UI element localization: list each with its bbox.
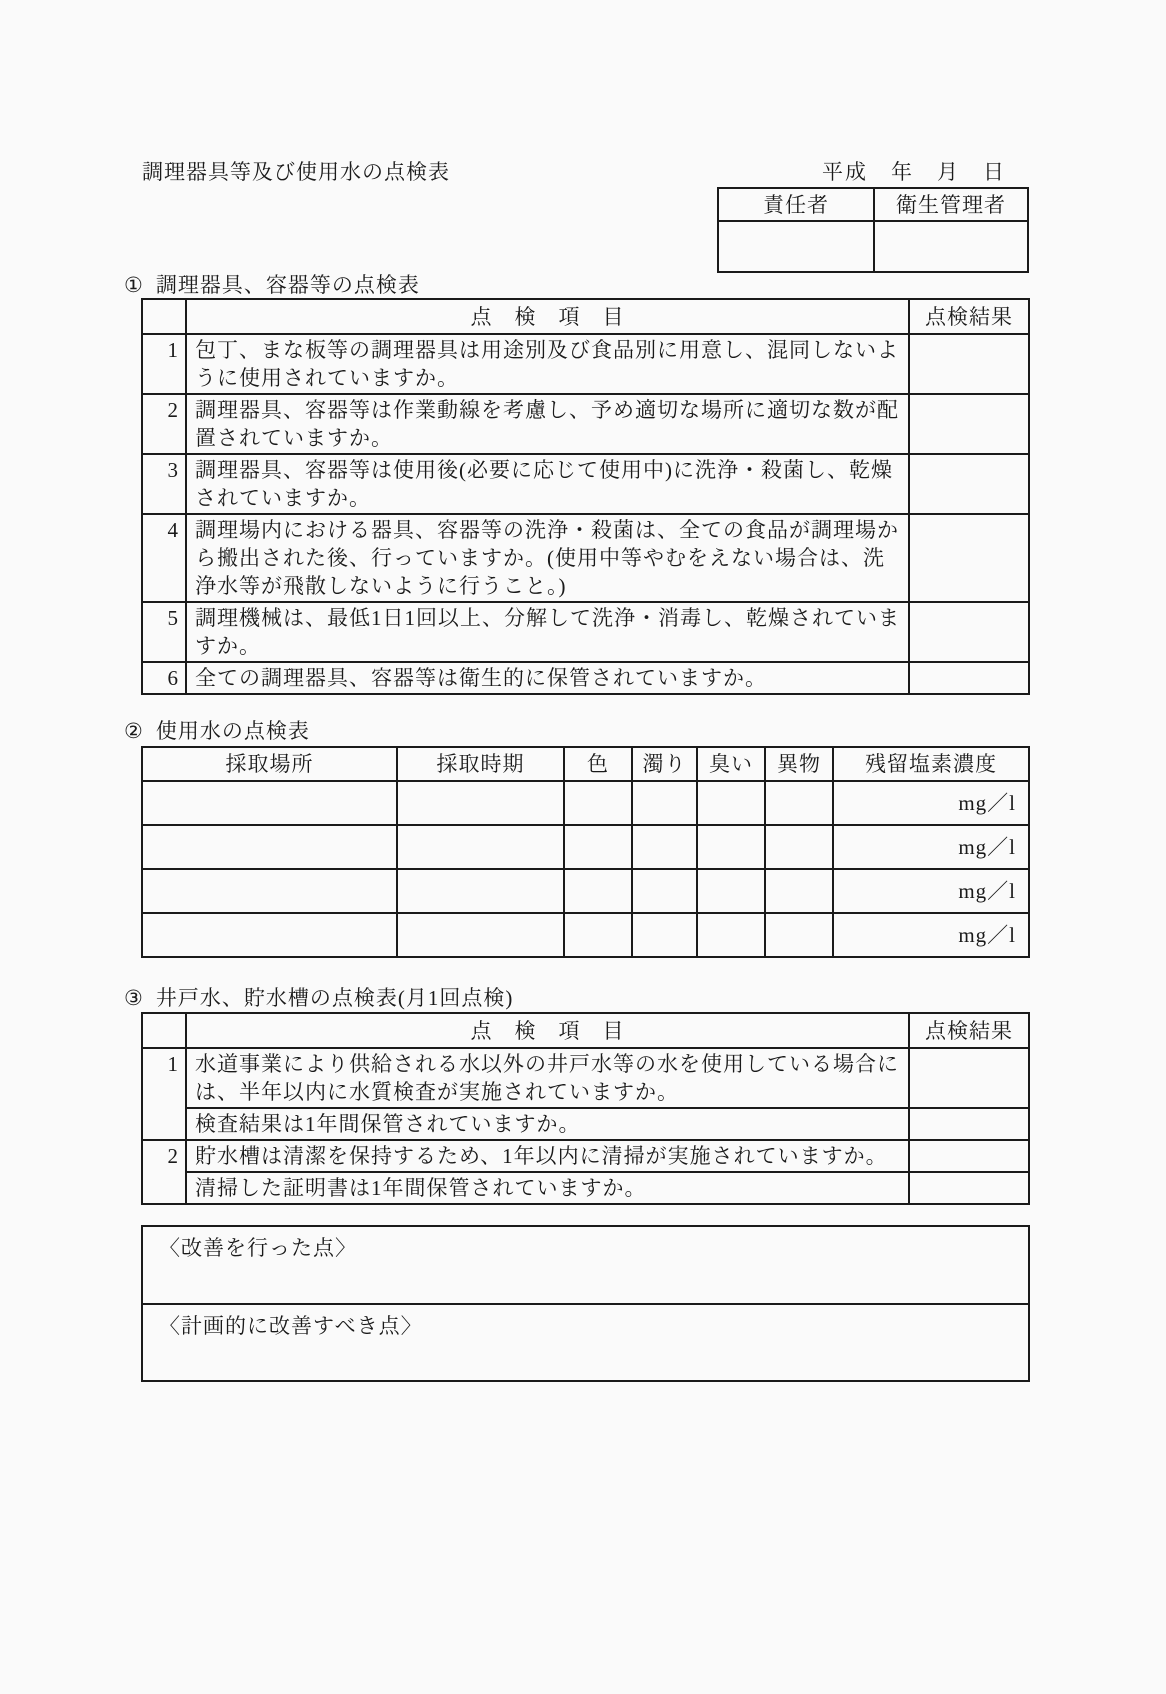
sampling-time-cell <box>397 913 564 957</box>
turbidity-cell <box>632 825 697 869</box>
turbidity-cell <box>632 869 697 913</box>
row-text: 水道事業により供給される水以外の井戸水等の水を使用している場合には、半年以内に水質検査が実施されていますか。 <box>186 1048 909 1108</box>
result-cell <box>909 1140 1029 1172</box>
sampling-place-cell <box>142 913 397 957</box>
water-col-sampling-time: 採取時期 <box>397 747 564 781</box>
foreign-matter-cell <box>765 913 833 957</box>
water-col-odor: 臭い <box>697 747 765 781</box>
improved-points-area <box>142 1226 1029 1304</box>
table-row <box>142 1108 1029 1140</box>
table-row <box>142 662 1029 694</box>
row-text: 検査結果は1年間保管されていますか。 <box>186 1108 909 1140</box>
color-cell <box>564 869 632 913</box>
section2-heading-text: 使用水の点検表 <box>155 719 310 743</box>
row-text: 調理場内における器具、容器等の洗浄・殺菌は、全ての食品が調理場から搬出された後、行っていますか。(使用中等やむをえない場合は、洗浄水等が飛散しないように行うこと。) <box>186 514 909 602</box>
approval-table <box>717 187 1029 273</box>
water-col-residual-chlorine: 残留塩素濃度 <box>833 747 1029 781</box>
water-col-foreign-matter: 異物 <box>765 747 833 781</box>
row-text: 調理器具、容器等は使用後(必要に応じて使用中)に洗浄・殺菌し、乾燥されていますか。 <box>186 454 909 514</box>
sampling-time-cell <box>397 825 564 869</box>
result-cell <box>909 1108 1029 1140</box>
row-number: 3 <box>142 454 186 514</box>
approval-header-responsible: 責任者 <box>718 188 874 221</box>
water-row <box>142 869 1029 913</box>
section1-heading <box>124 271 420 299</box>
planned-improvement-area <box>142 1304 1029 1381</box>
s3-col-header-item: 点 検 項 目 <box>186 1013 909 1048</box>
sampling-time-cell <box>397 781 564 825</box>
result-cell <box>909 514 1029 602</box>
water-row <box>142 825 1029 869</box>
era-date: 平成 年 月 日 <box>822 160 1006 184</box>
page-title: 調理器具等及び使用水の点検表 <box>142 160 450 184</box>
row-number: 1 <box>142 1048 186 1140</box>
sampling-time-cell <box>397 869 564 913</box>
s3-col-header-result: 点検結果 <box>909 1013 1029 1048</box>
row-text: 全ての調理器具、容器等は衛生的に保管されていますか。 <box>186 662 909 694</box>
row-text: 貯水槽は清潔を保持するため、1年以内に清掃が実施されていますか。 <box>186 1140 909 1172</box>
section1-number: ① <box>124 273 144 297</box>
planned-improvement-label: 〈計画的に改善すべき点〉 <box>159 1314 423 1338</box>
odor-cell <box>697 913 765 957</box>
turbidity-cell <box>632 781 697 825</box>
notes-box <box>141 1225 1030 1382</box>
s3-corner-cell <box>142 1013 186 1048</box>
result-cell <box>909 454 1029 514</box>
chlorine-unit-label: mg／l <box>833 825 1029 869</box>
color-cell <box>564 781 632 825</box>
s1-col-header-result: 点検結果 <box>909 299 1029 334</box>
s1-corner-cell <box>142 299 186 334</box>
odor-cell <box>697 781 765 825</box>
row-number: 2 <box>142 1140 186 1204</box>
row-number: 4 <box>142 514 186 602</box>
row-number: 2 <box>142 394 186 454</box>
row-text: 調理器具、容器等は作業動線を考慮し、予め適切な場所に適切な数が配置されていますか。 <box>186 394 909 454</box>
row-number: 5 <box>142 602 186 662</box>
odor-cell <box>697 869 765 913</box>
water-row <box>142 781 1029 825</box>
approval-header-hygiene-manager: 衛生管理者 <box>874 188 1028 221</box>
foreign-matter-cell <box>765 825 833 869</box>
section1-heading-text: 調理器具、容器等の点検表 <box>155 273 420 297</box>
row-text: 調理機械は、最低1日1回以上、分解して洗浄・消毒し、乾燥されていますか。 <box>186 602 909 662</box>
section3-number: ③ <box>124 986 144 1010</box>
table-row <box>142 602 1029 662</box>
water-row <box>142 913 1029 957</box>
color-cell <box>564 913 632 957</box>
approval-signature-cell-responsible <box>718 221 874 272</box>
result-cell <box>909 334 1029 394</box>
table-row <box>142 394 1029 454</box>
chlorine-unit-label: mg／l <box>833 869 1029 913</box>
well-water-tank-table <box>141 1012 1030 1205</box>
row-number: 1 <box>142 334 186 394</box>
section2-heading <box>124 717 310 745</box>
section3-heading <box>124 984 513 1012</box>
result-cell <box>909 602 1029 662</box>
chlorine-unit-label: mg／l <box>833 781 1029 825</box>
odor-cell <box>697 825 765 869</box>
result-cell <box>909 662 1029 694</box>
result-cell <box>909 1172 1029 1204</box>
table-row <box>142 454 1029 514</box>
sampling-place-cell <box>142 825 397 869</box>
result-cell <box>909 1048 1029 1108</box>
section3-heading-text: 井戸水、貯水槽の点検表(月1回点検) <box>155 986 514 1010</box>
row-text: 包丁、まな板等の調理器具は用途別及び食品別に用意し、混同しないように使用されていますか。 <box>186 334 909 394</box>
improved-points-label: 〈改善を行った点〉 <box>159 1236 357 1260</box>
section2-number: ② <box>124 719 144 743</box>
table-row <box>142 1172 1029 1204</box>
water-col-color: 色 <box>564 747 632 781</box>
water-col-sampling-place: 採取場所 <box>142 747 397 781</box>
table-row <box>142 514 1029 602</box>
sampling-place-cell <box>142 781 397 825</box>
result-cell <box>909 394 1029 454</box>
foreign-matter-cell <box>765 869 833 913</box>
turbidity-cell <box>632 913 697 957</box>
table-row <box>142 334 1029 394</box>
row-number: 6 <box>142 662 186 694</box>
color-cell <box>564 825 632 869</box>
approval-signature-cell-hygiene-manager <box>874 221 1028 272</box>
foreign-matter-cell <box>765 781 833 825</box>
water-col-turbidity: 濁り <box>632 747 697 781</box>
water-inspection-table <box>141 746 1030 958</box>
utensil-inspection-table <box>141 298 1030 695</box>
chlorine-unit-label: mg／l <box>833 913 1029 957</box>
table-row <box>142 1048 1029 1108</box>
row-text: 清掃した証明書は1年間保管されていますか。 <box>186 1172 909 1204</box>
table-row <box>142 1140 1029 1172</box>
s1-col-header-item: 点 検 項 目 <box>186 299 909 334</box>
sampling-place-cell <box>142 869 397 913</box>
